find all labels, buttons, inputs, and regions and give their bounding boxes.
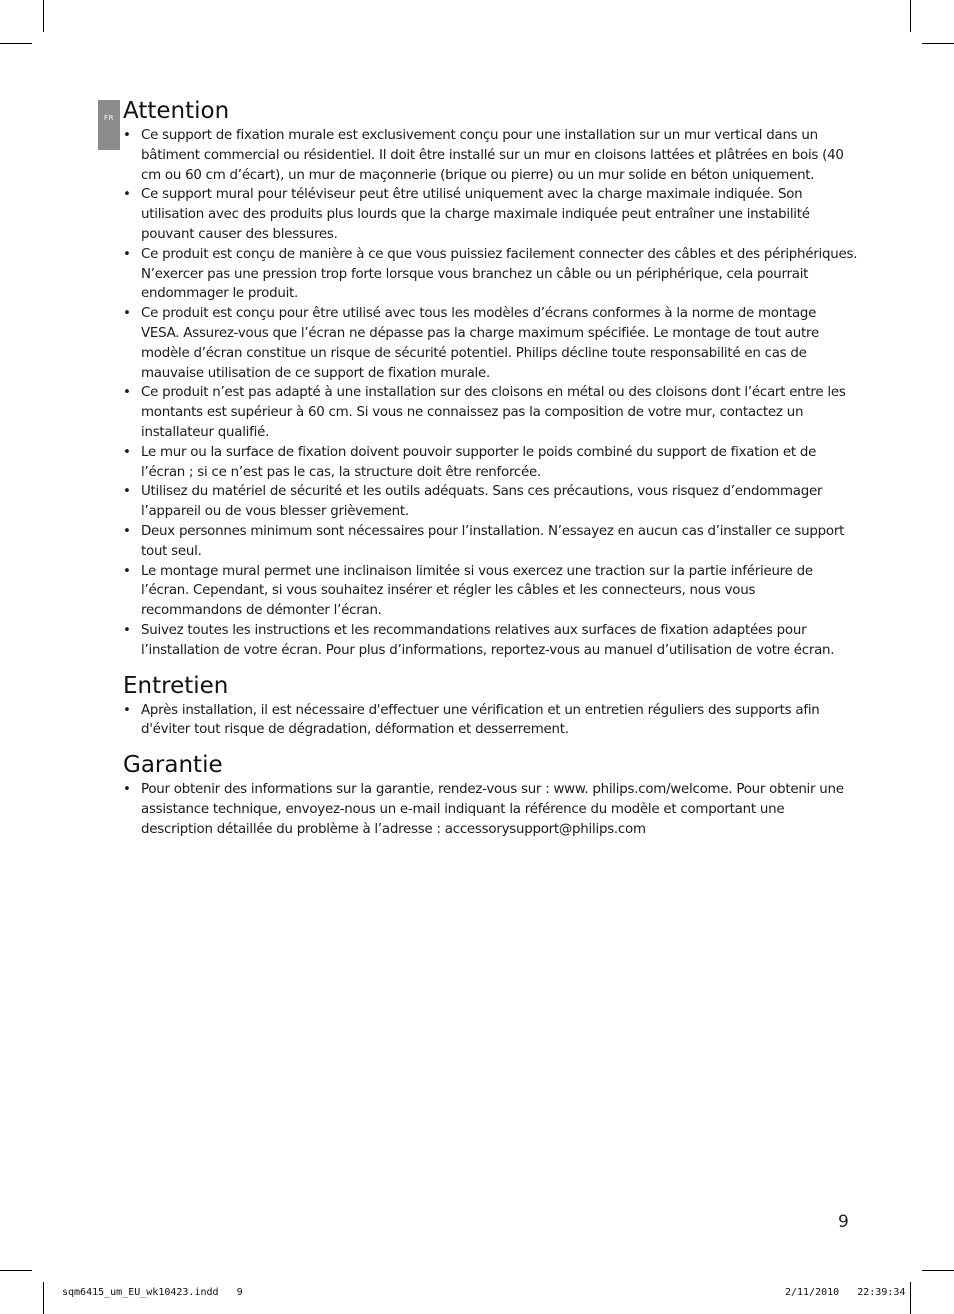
- crop-mark: [43, 0, 44, 32]
- list-item: [123, 126, 858, 185]
- list-item: [123, 701, 858, 741]
- slug-date: 2/11/2010: [785, 1287, 840, 1298]
- list-item: [123, 522, 858, 562]
- list-item: [123, 383, 858, 442]
- crop-mark: [922, 1270, 954, 1271]
- bullet-list: [123, 780, 858, 839]
- document-body: [123, 96, 858, 850]
- list-item-text: Ce support mural pour téléviseur peut être utilisé uniquement avec la charge maximale indiquée. Son utilisation avec des produits plus lourds que la charge maximale indiquée peut entraîner une instabilité pouvant causer des blessures.: [141, 187, 810, 242]
- crop-mark: [0, 1270, 32, 1271]
- section-attention: [123, 96, 858, 661]
- list-item-text: Deux personnes minimum sont nécessaires pour l’installation. N’essayez en aucun cas d’installer ce support tout seul.: [141, 523, 845, 559]
- bullet: •: [123, 187, 131, 203]
- slug-page: 9: [236, 1287, 243, 1298]
- section-entretien: [123, 671, 858, 741]
- list-item-text: Ce support de fixation murale est exclusivement conçu pour une installation sur un mur vertical dans un bâtiment commercial ou résidentiel. Il doit être installé sur un mur en cloisons lattées et plâtrées en bois (40 cm ou 60 cm d’écart), un mur de maçonnerie (brique ou pierre) ou un mur solide en béton uniquement.: [141, 128, 844, 183]
- crop-mark: [0, 43, 32, 44]
- page-number: 9: [838, 1212, 849, 1232]
- bullet: •: [123, 702, 131, 718]
- bullet: •: [123, 306, 131, 322]
- list-item: [123, 443, 858, 483]
- bullet: •: [123, 246, 131, 262]
- list-item: [123, 245, 858, 304]
- list-item: [123, 621, 858, 661]
- bullet: •: [123, 484, 131, 500]
- language-tab-label: FR: [104, 114, 114, 122]
- slug-time: 22:39:34: [857, 1287, 906, 1298]
- language-tab: [98, 100, 120, 150]
- bullet-list: [123, 126, 858, 661]
- crop-mark: [910, 0, 911, 32]
- section-title: Garantie: [123, 752, 223, 779]
- bullet: •: [123, 444, 131, 460]
- crop-mark: [43, 1282, 44, 1314]
- list-item-text: Le montage mural permet une inclinaison limitée si vous exercez une traction sur la partie inférieure de l’écran. Cependant, si vous souhaitez insérer et régler les câbles et les connecteurs, nous vous recommandons de démonter l’écran.: [141, 563, 813, 619]
- list-item-text: Ce produit est conçu de manière à ce que vous puissiez facilement connecter des câbles et des périphériques. N’exercer pas une pression trop forte lorsque vous branchez un câble ou un périphérique, cela pourrait endommager le produit.: [141, 246, 858, 302]
- slug-filename: sqm6415_um_EU_wk10423.indd: [62, 1287, 219, 1298]
- bullet: •: [123, 782, 131, 798]
- list-item-text: Pour obtenir des informations sur la garantie, rendez-vous sur : www. philips.com/welcome. Pour obtenir une assistance technique, envoyez-nous un e-mail indiquant la référence du modèle et comportant une description détaillée du problème à l’adresse : accessorysupport@philips.com: [141, 782, 844, 837]
- list-item-text: Le mur ou la surface de fixation doivent pouvoir supporter le poids combiné du support de fixation et de l’écran ; si ce n’est pas le cas, la structure doit être renforcée.: [141, 444, 817, 480]
- slug-file: [62, 1287, 243, 1298]
- section-title: Entretien: [123, 672, 229, 699]
- list-item-text: Utilisez du matériel de sécurité et les outils adéquats. Sans ces précautions, vous risquez d’endommager l’appareil ou de vous blesser grièvement.: [141, 484, 823, 520]
- slug-timestamp: [785, 1287, 905, 1298]
- list-item: [123, 185, 858, 244]
- list-item-text: Ce produit n’est pas adapté à une installation sur des cloisons en métal ou des cloisons dont l’écart entre les montants est supérieur à 60 cm. Si vous ne connaissez pas la composition de votre mur, contactez un installateur qualifié.: [141, 385, 846, 440]
- list-item-text: Ce produit est conçu pour être utilisé avec tous les modèles d’écrans conformes à la norme de montage VESA. Assurez-vous que l’écran ne dépasse pas la charge maximum spécifiée. Le montage de tout autre modèle d’écran constitue un risque de sécurité potentiel. Philips décline toute responsabilité en cas de mauvaise utilisation de ce support de fixation murale.: [141, 306, 819, 381]
- bullet-list: [123, 701, 858, 741]
- section-garantie: [123, 750, 858, 839]
- list-item-text: Suivez toutes les instructions et les recommandations relatives aux surfaces de fixation adaptées pour l’installation de votre écran. Pour plus d’informations, reportez-vous au manuel d’utilisation de votre écran.: [141, 622, 835, 658]
- bullet: •: [123, 385, 131, 401]
- crop-mark: [910, 1282, 911, 1314]
- section-title: Attention: [123, 98, 230, 124]
- crop-mark: [922, 43, 954, 44]
- bullet: •: [123, 523, 131, 539]
- list-item: [123, 562, 858, 621]
- list-item: [123, 304, 858, 383]
- list-item-text: Après installation, il est nécessaire d'effectuer une vérification et un entretien réguliers des supports afin d'éviter tout risque de dégradation, déformation et desserrement.: [141, 702, 820, 738]
- bullet: •: [123, 563, 131, 579]
- list-item: [123, 780, 858, 839]
- bullet: •: [123, 622, 131, 638]
- list-item: [123, 482, 858, 522]
- bullet: •: [123, 128, 131, 143]
